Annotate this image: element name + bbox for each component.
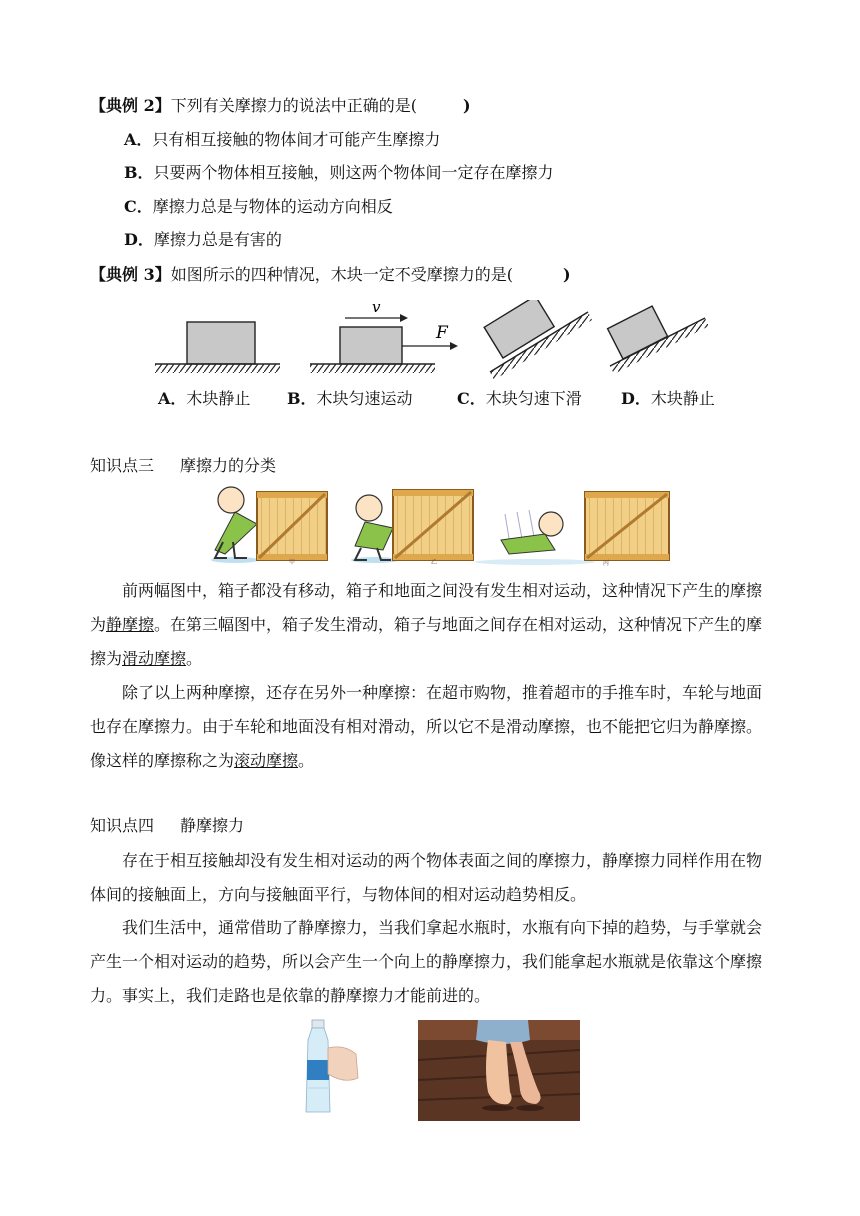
figure-b-block-pulled xyxy=(310,300,458,373)
figure-d-block-at-rest-on-incline xyxy=(608,306,709,374)
scene-bing xyxy=(475,492,669,567)
example3-label: 【典例 3】 xyxy=(90,265,171,284)
example3-question: 【典例 3】如图所示的四种情况，木块一定不受摩擦力的是( ) xyxy=(90,265,571,284)
example2-option-c[interactable]: C．摩擦力总是与物体的运动方向相反 xyxy=(124,197,393,216)
water-bottle-photo xyxy=(298,1018,360,1116)
term-sliding-friction: 滑动摩擦 xyxy=(122,649,187,668)
caption-a: A．木块静止 xyxy=(158,389,251,408)
scene-jia xyxy=(211,487,327,566)
section-heading-kp3: 知识点三 摩擦力的分类 xyxy=(90,456,277,475)
figure-c-block-sliding-on-incline xyxy=(484,300,592,380)
figure-a-block-at-rest xyxy=(155,322,280,373)
friction-blocks-figure xyxy=(150,300,720,382)
example3-question-text: 如图所示的四种情况，木块一定不受摩擦力的是( xyxy=(170,265,513,284)
example2-question-text: 下列有关摩擦力的说法中正确的是( xyxy=(170,96,417,115)
kp3-paragraph-1: 前两幅图中，箱子都没有移动，箱子和地面之间没有发生相对运动，这种情况下产生的摩擦为静摩擦。在第三幅图中，箱子发生滑动，箱子与地面之间存在相对运动，这种情况下产生的摩擦为滑动摩擦。 xyxy=(90,581,763,668)
kp3-paragraph-2: 除了以上两种摩擦，还存在另外一种摩擦：在超市购物，推着超市的手推车时，车轮与地面也存在摩擦力。由于车轮和地面没有相对滑动，所以它不是滑动摩擦，也不能把它归为静摩擦。像这样的摩擦称之为滚动摩擦。 xyxy=(90,683,763,770)
caption-c: C．木块匀速下滑 xyxy=(457,389,582,408)
figure-label-jia: 甲 xyxy=(289,559,296,566)
figure-label-yi: 乙 xyxy=(431,559,438,566)
example2-question: 【典例 2】下列有关摩擦力的说法中正确的是( ) xyxy=(90,96,471,115)
example2-option-a[interactable]: A．只有相互接触的物体间才可能产生摩擦力 xyxy=(124,130,441,149)
term-static-friction: 静摩擦 xyxy=(106,615,155,634)
example2-option-d[interactable]: D．摩擦力总是有害的 xyxy=(124,230,282,249)
force-label: F xyxy=(436,323,448,343)
box-pushing-illustration xyxy=(205,484,671,568)
section-title-kp4: 静摩擦力 xyxy=(180,816,245,835)
example2-option-b[interactable]: B．只要两个物体相互接触，则这两个物体间一定存在摩擦力 xyxy=(124,163,554,182)
section-title-kp3: 摩擦力的分类 xyxy=(180,456,277,475)
term-rolling-friction: 滚动摩擦 xyxy=(234,751,299,770)
kp4-paragraph-1: 存在于相互接触却没有发生相对运动的两个物体表面之间的摩擦力，静摩擦力同样作用在物体间的接触面上，方向与接触面平行，与物体间的相对运动趋势相反。 xyxy=(90,851,763,904)
section-heading-kp4: 知识点四 静摩擦力 xyxy=(90,816,245,835)
caption-d: D．木块静止 xyxy=(621,389,715,408)
caption-b: B．木块匀速运动 xyxy=(287,389,413,408)
kp4-paragraph-2: 我们生活中，通常借助了静摩擦力，当我们拿起水瓶时，水瓶有向下掉的趋势，与手掌就会产生一个相对运动的趋势，所以会产生一个向上的静摩擦力，我们能拿起水瓶就是依靠这个摩擦力。事实上，我们走路也是依靠的静摩擦力才能前进的。 xyxy=(90,918,763,1005)
figure-label-bing: 丙 xyxy=(603,560,610,567)
scene-yi xyxy=(351,490,473,566)
example2-label: 【典例 2】 xyxy=(90,96,171,115)
velocity-label: v xyxy=(372,300,381,316)
baby-feet-photo xyxy=(418,1020,580,1121)
